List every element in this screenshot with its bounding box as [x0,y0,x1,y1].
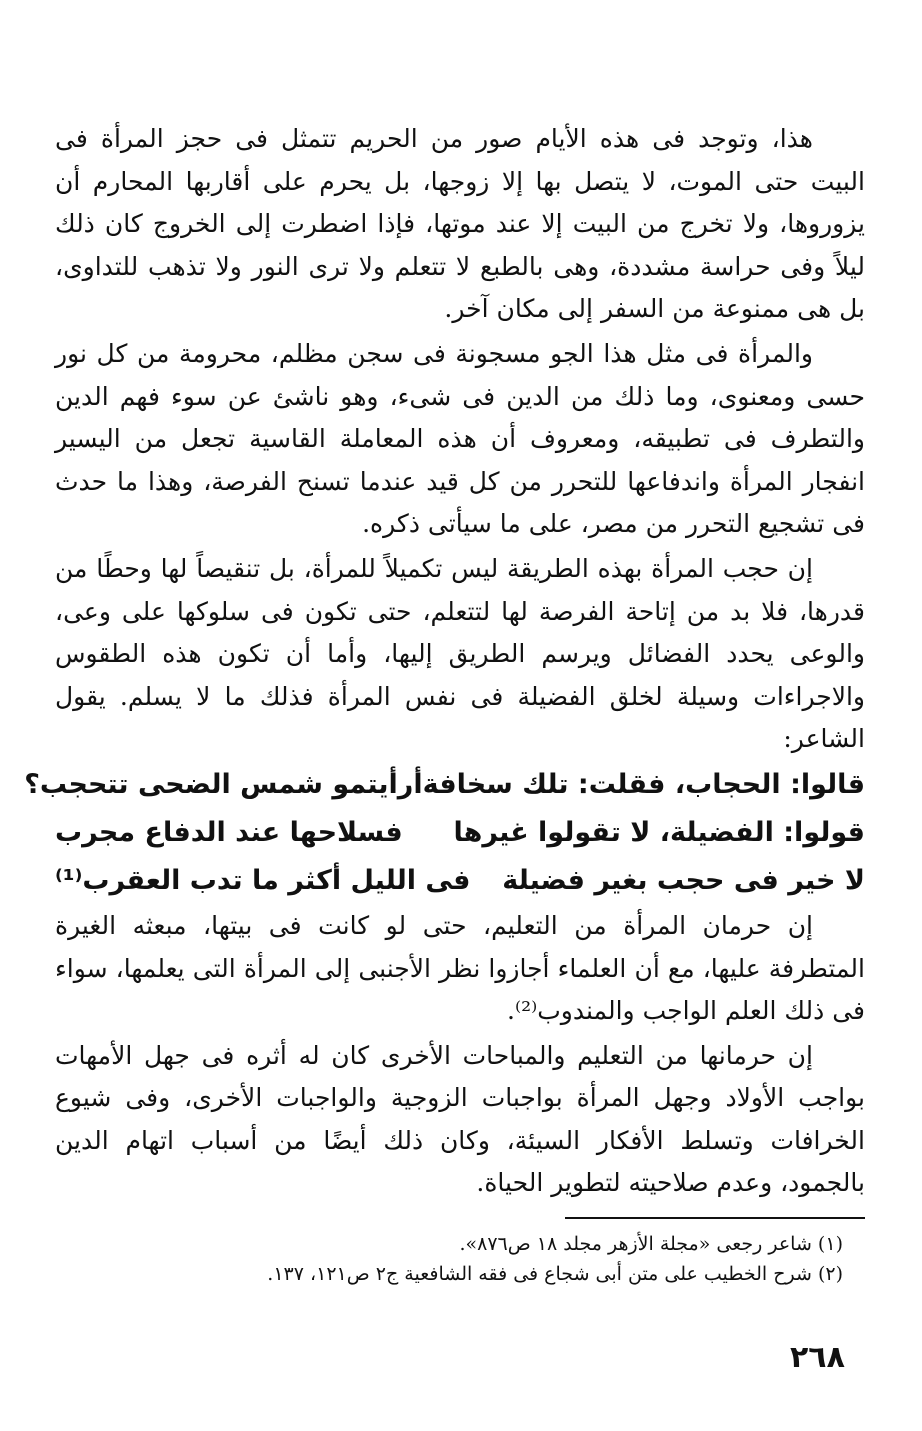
verse-second-half: فى الليل أكثر ما تدب العقرب⁽¹⁾ [55,864,471,896]
footnote-2: (٢) شرح الخطيب على متن أبى شجاع فى فقه الشافعية ج٢ ص١٢١، ١٣٧. [267,1263,843,1286]
verse-first-half: قولوا: الفضيلة، لا تقولوا غيرها [453,816,865,848]
paragraph-5: إن حرمانها من التعليم والمباحات الأخرى كان له أثره فى جهل الأمهات بواجب الأولاد وجهل المرأة بواجبات الزوجية والواجبات الأخرى، وفى شيوع الخرافات وتسلط الأفكار السيئة، وكان ذلك أيضًا من أسباب اتهام الدين بالجمود، وعدم صلاحيته لتطوير الحياة. [55,1040,865,1198]
paragraph-3: إن حجب المرأة بهذه الطريقة ليس تكميلاً للمرأة، بل تنقيصاً لها وحطًا من قدرها، فلا بد من إتاحة الفرصة لها لتتعلم، حتى تكون فى سلوكها على وعى، والوعى يحدد الفضائل ويرسم الطريق إليها، وأما أن تكون هذه الطقوس والاجراءات وسيلة لخلق الفضيلة فى نفس المرأة فذلك ما لا يسلم. يقول الشاعر: [55,553,865,754]
verse-second-half: فسلاحها عند الدفاع مجرب [55,816,403,848]
paragraph-4: إن حرمان المرأة من التعليم، حتى لو كانت فى بيتها، مبعثه الغيرة المتطرفة عليها، مع أن العلماء أجازوا نظر الأجنبى إلى المرأة التى يعلمها، سواء فى ذلك العلم الواجب والمندوب⁽²⁾. [55,910,865,1026]
verse-first-half: قالوا: الحجاب، فقلت: تلك سخافة [422,768,865,800]
poem [24,761,865,905]
poem-verse [55,809,865,857]
paragraph-1: هذا، وتوجد فى هذه الأيام صور من الحريم تتمثل فى حجز المرأة فى البيت حتى الموت، لا يتصل بها إلا زوجها، بل يحرم على أقاربها المحارم أن يزوروها، ولا تخرج من البيت إلا عند موتها، فإذا اضطرت إلى الخروج كان ذلك ليلاً وفى حراسة مشددة، وهى بالطبع لا تتعلم ولا ترى النور ولا تذهب للتداوى، بل هى ممنوعة من السفر إلى مكان آخر. [55,124,865,324]
verse-second-half: أرأيتمو شمس الضحى تتحجب؟ [24,768,423,800]
poem-verse [24,761,865,809]
footnote-divider [565,1217,865,1219]
page-body [24,118,865,1289]
verse-first-half: لا خير فى حجب بغير فضيلة [502,864,865,896]
footnote-1: (١) شاعر رجعى «مجلة الأزهر مجلد ١٨ ص٨٧٦». [459,1233,843,1256]
paragraph-2: والمرأة فى مثل هذا الجو مسجونة فى سجن مظلم، محرومة من كل نور حسى ومعنوى، وما ذلك من الدين فى شىء، وهو ناشئ عن سوء فهم الدين والتطرف فى تطبيقه، ومعروف أن هذه المعاملة القاسية تجعل من اليسير انفجار المرأة واندفاعها للتحرر من كل قيد عندما تسنح الفرصة، وهذا ما حدث فى تشجيع التحرر من مصر، على ما سيأتى ذكره. [55,338,865,539]
poem-verse [55,857,865,905]
page-number: ٢٦٨ [790,1340,845,1375]
